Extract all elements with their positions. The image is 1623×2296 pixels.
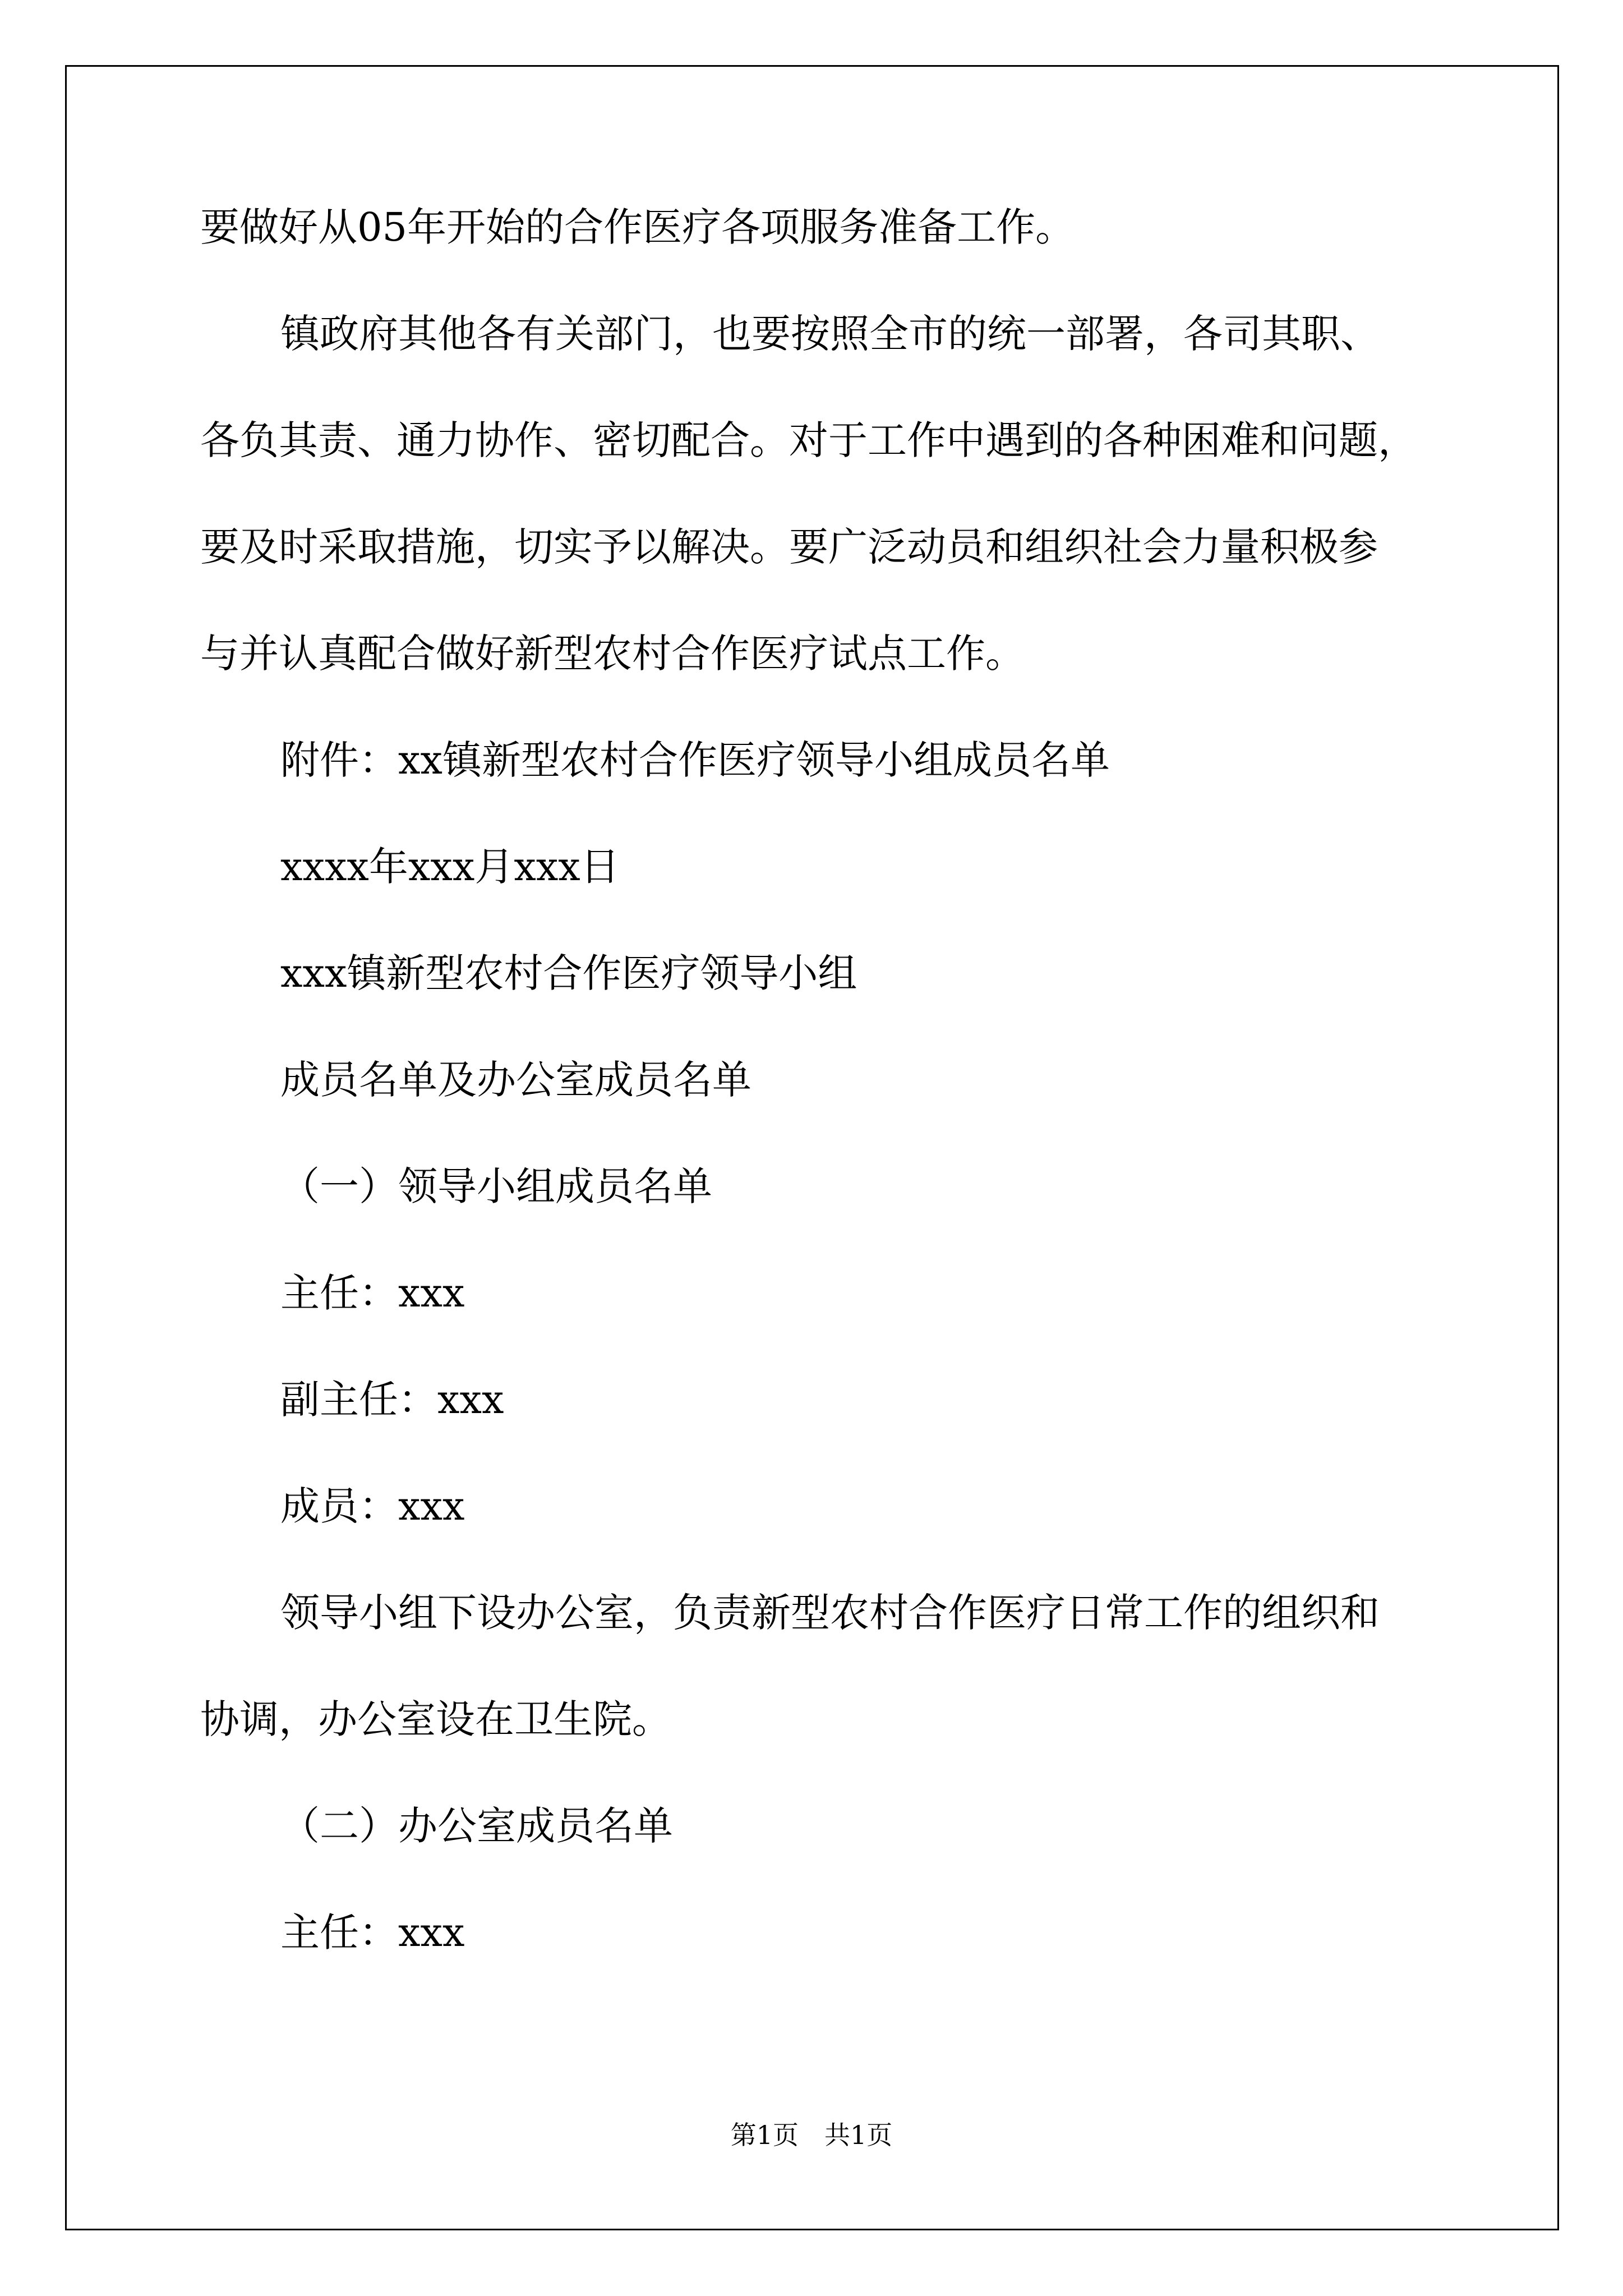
section-heading: （一）领导小组成员名单	[280, 1163, 712, 1209]
paragraph-line: 协调，办公室设在卫生院。	[200, 1696, 671, 1742]
paragraph-line: 领导小组下设办公室，负责新型农村合作医疗日常工作的组织和	[280, 1590, 1380, 1636]
attachment-line: 附件：xx镇新型农村合作医疗领导小组成员名单	[280, 737, 1110, 783]
page-total: 共1页	[824, 2120, 893, 2150]
paragraph-line: 要做好从05年开始的合作医疗各项服务准备工作。	[200, 204, 1075, 250]
page-footer	[0, 2118, 1623, 2152]
paragraph-line: 各负其责、通力协作、密切配合。对于工作中遇到的各种困难和问题，	[200, 417, 1417, 463]
member-line: 主任：xxx	[280, 1270, 465, 1316]
member-line: 副主任：xxx	[280, 1377, 504, 1423]
section-heading: （二）办公室成员名单	[280, 1803, 673, 1849]
heading-line: xxx镇新型农村合作医疗领导小组	[280, 950, 857, 996]
paragraph-line: 与并认真配合做好新型农村合作医疗试点工作。	[200, 631, 1025, 677]
paragraph-line: 要及时采取措施，切实予以解决。要广泛动员和组织社会力量积极参	[200, 524, 1378, 570]
page-number: 第1页	[730, 2120, 799, 2150]
member-line: 主任：xxx	[280, 1910, 465, 1955]
member-line: 成员：xxx	[280, 1483, 465, 1529]
paragraph-line: 镇政府其他各有关部门，也要按照全市的统一部署，各司其职、	[280, 311, 1380, 357]
date-line: xxxx年xxx月xxx日	[280, 844, 620, 890]
heading-line: 成员名单及办公室成员名单	[280, 1057, 751, 1103]
